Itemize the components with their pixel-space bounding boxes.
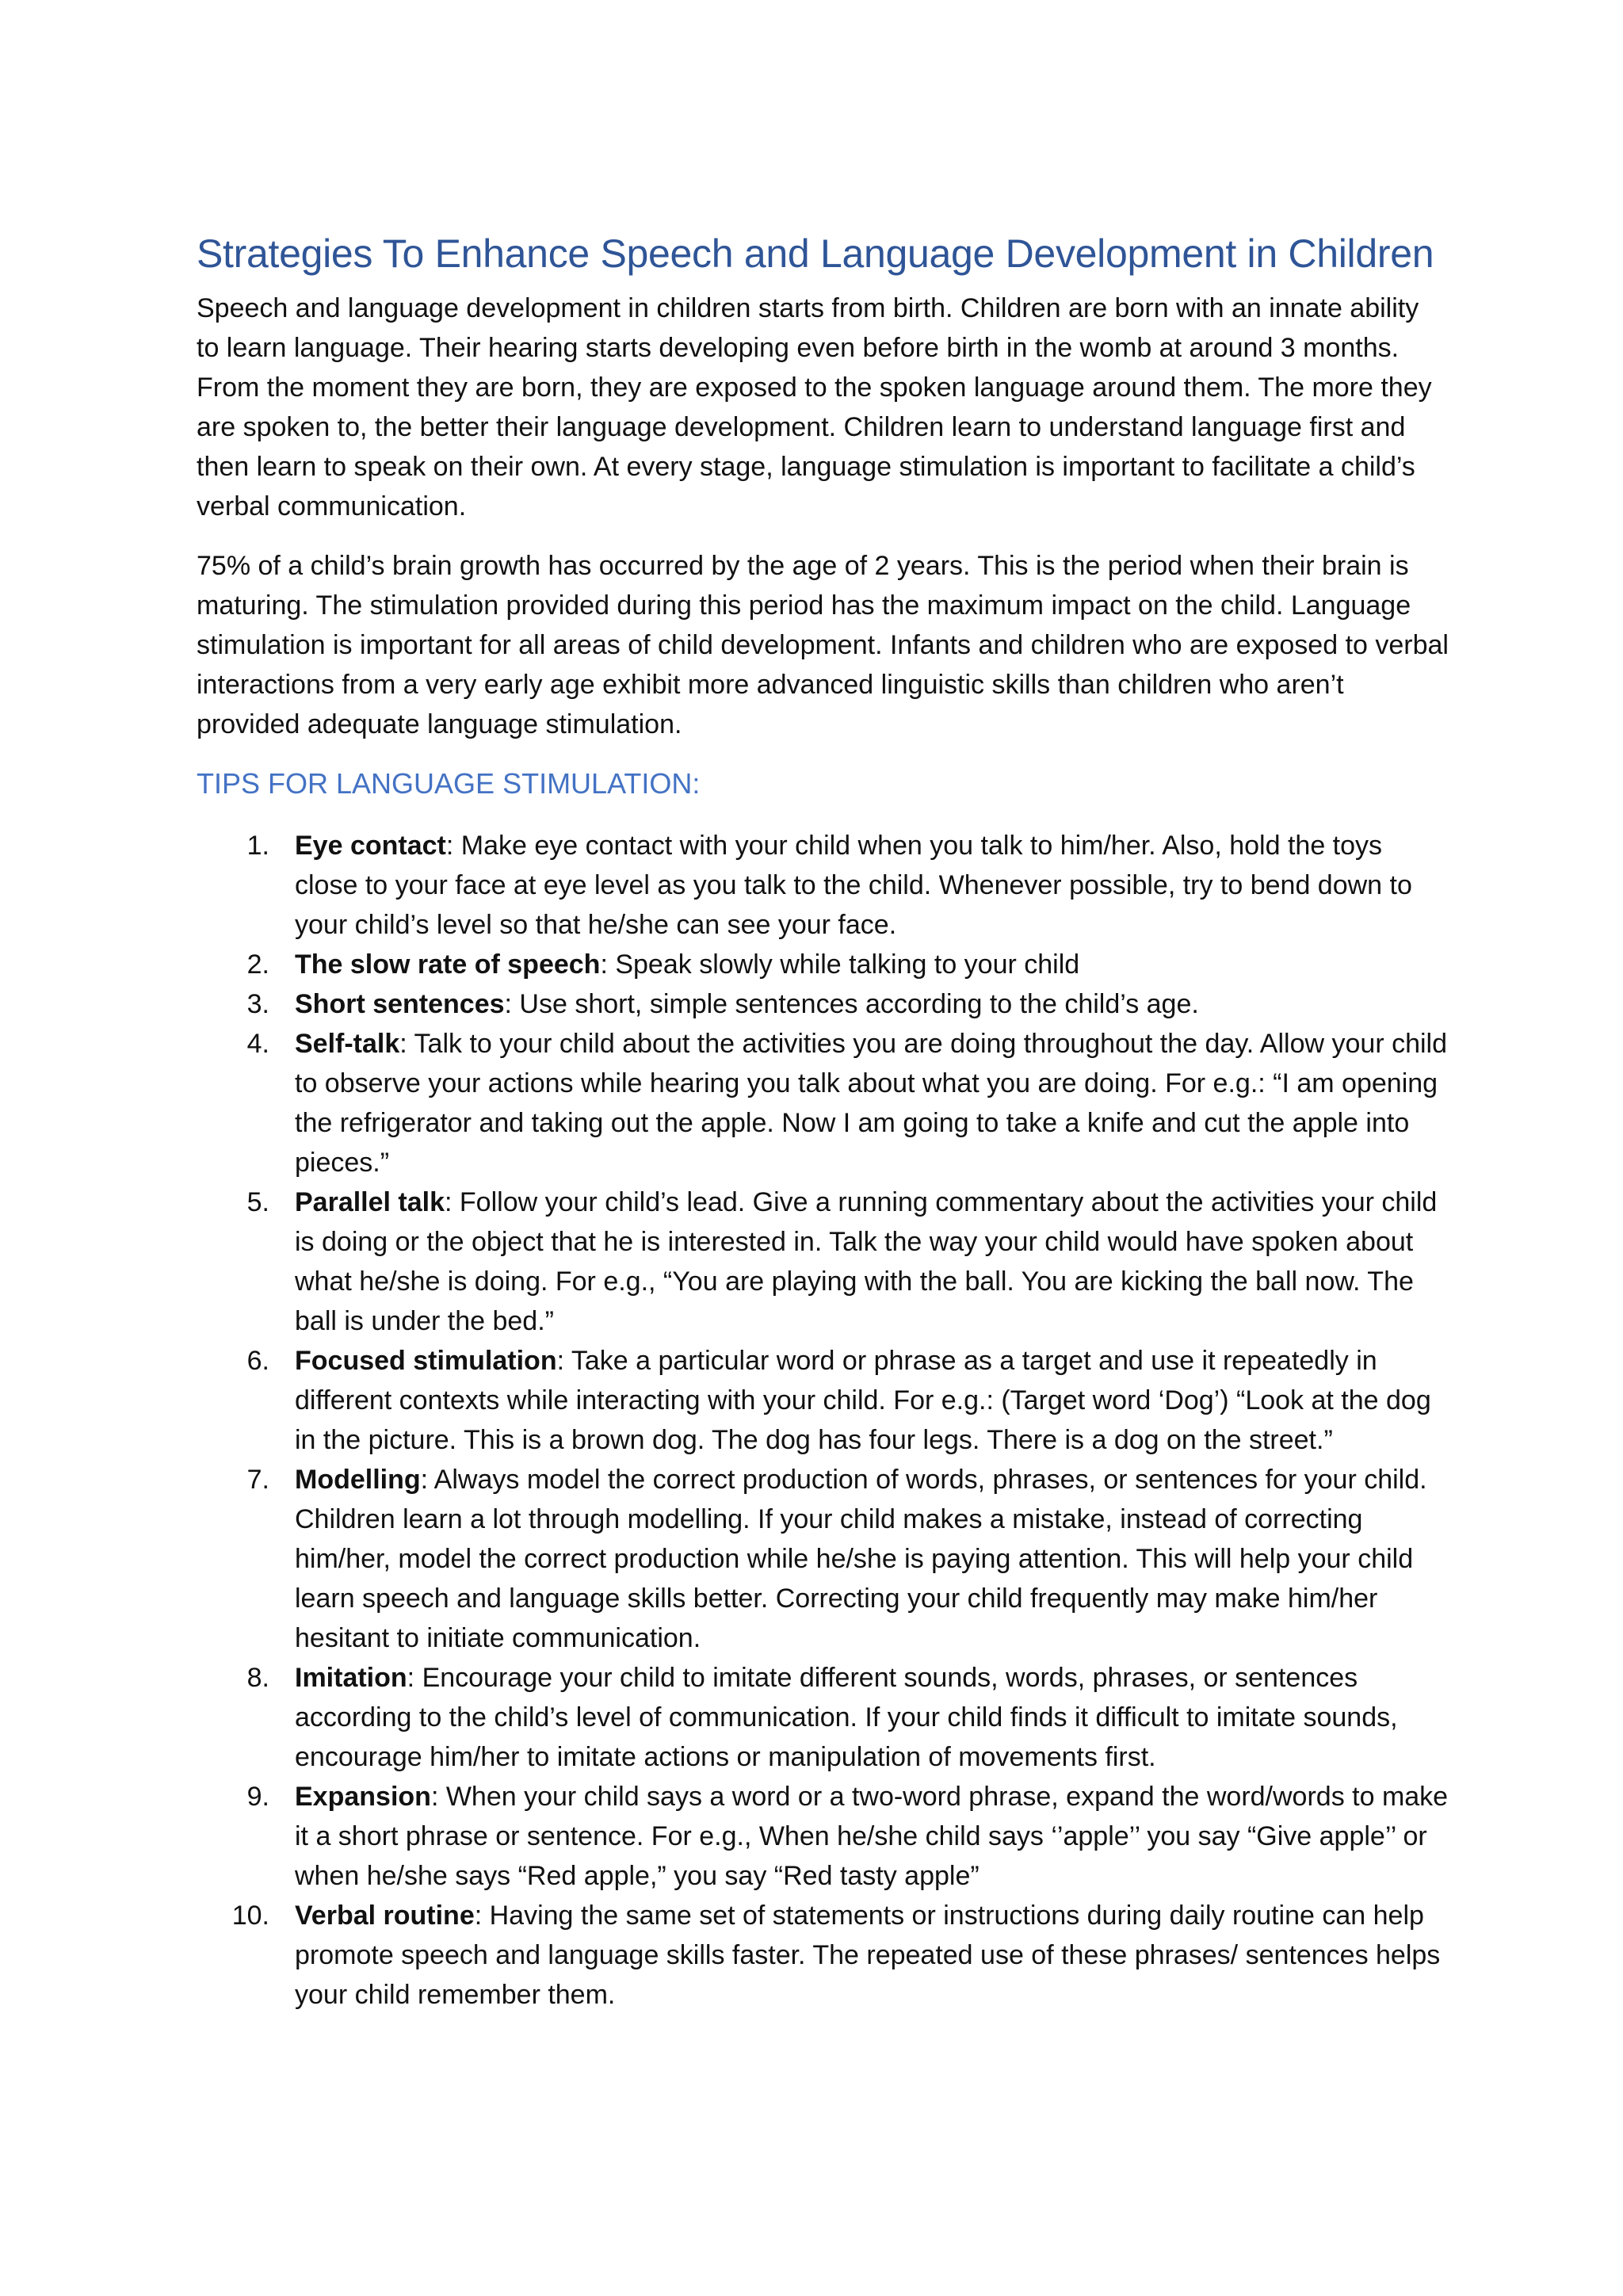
list-item: [197, 1460, 1449, 1658]
list-item: [197, 826, 1449, 945]
list-item-body: [295, 1777, 1449, 1896]
document-title: Strategies To Enhance Speech and Language Development in Children: [197, 231, 1434, 276]
list-item-number: 8.: [246, 1663, 269, 1693]
document-page: [197, 230, 1449, 2015]
list-item-number: 9.: [246, 1782, 269, 1812]
list-item: [197, 1024, 1449, 1182]
list-item-number: 3.: [246, 989, 269, 1019]
list-item-term: Parallel talk: [295, 1187, 445, 1217]
list-item-number: 10.: [231, 1901, 269, 1931]
list-item-term: Short sentences: [295, 989, 505, 1019]
list-item-body: [295, 1341, 1449, 1460]
list-item-term: Verbal routine: [295, 1901, 475, 1931]
list-item-body: [295, 984, 1449, 1024]
list-item-number: 4.: [246, 1029, 269, 1059]
list-item-text: : Encourage your child to imitate different sounds, words, phrases, or sentences according to the child’s level of communication. If your child finds it difficult to imitate sounds, encourage him/her to imitate actions or manipulation of movements first.: [295, 1663, 1398, 1772]
list-item-body: [295, 1658, 1449, 1777]
list-item-text: : Having the same set of statements or instructions during daily routine can help promote speech and language skills faster. The repeated use of these phrases/ sentences helps your child remember them.: [295, 1901, 1441, 2010]
list-item-term: Focused stimulation: [295, 1346, 557, 1376]
list-item-text: : When your child says a word or a two-word phrase, expand the word/words to make it a short phrase or sentence. For e.g., When he/she child says ‘’apple’’ you say “Give apple’’ or when he/she says “Red apple,” you say “Red tasty apple”: [295, 1782, 1449, 1891]
list-item-number: 7.: [246, 1465, 269, 1495]
list-item: [197, 1182, 1449, 1341]
list-item-text: : Make eye contact with your child when you talk to him/her. Also, hold the toys close to your face at eye level as you talk to the child. Whenever possible, try to bend down to your child’s level so that he/she can see your face.: [295, 831, 1412, 940]
list-item-text: : Follow your child’s lead. Give a running commentary about the activities your child is doing or the object that he is interested in. Talk the way your child would have spoken about what he/she is doing. For e.g., “You are playing with the ball. You are kicking the ball now. The ball is under the bed.”: [295, 1187, 1438, 1336]
list-item-text: : Always model the correct production of words, phrases, or sentences for your child. Children learn a lot through modelling. If your child makes a mistake, instead of correcting him/her, model the correct production while he/she is paying attention. This will help your child learn speech and language skills better. Correcting your child frequently may make him/her hesitant to initiate communication.: [295, 1465, 1427, 1653]
list-item-body: [295, 1896, 1449, 2015]
list-item-term: Expansion: [295, 1782, 431, 1812]
list-item-text: : Talk to your child about the activities you are doing throughout the day. Allow your child to observe your actions while hearing you talk about what you are doing. For e.g.: “I am opening the refrigerator and taking out the apple. Now I am going to take a knife and cut the apple into pieces.”: [295, 1029, 1448, 1178]
list-item: [197, 984, 1449, 1024]
tips-list: [197, 826, 1449, 2015]
list-item-number: 2.: [246, 949, 269, 980]
list-item: [197, 1777, 1449, 1896]
list-item-body: [295, 1182, 1449, 1341]
list-item-number: 6.: [246, 1346, 269, 1376]
list-item-body: [295, 826, 1449, 945]
list-item-text: : Speak slowly while talking to your child: [600, 949, 1080, 980]
list-item: [197, 945, 1449, 984]
list-item-number: 5.: [246, 1187, 269, 1217]
list-item-term: Imitation: [295, 1663, 407, 1693]
list-item: [197, 1896, 1449, 2015]
list-item-text: : Use short, simple sentences according to the child’s age.: [504, 989, 1199, 1019]
list-item-text: : Take a particular word or phrase as a target and use it repeatedly in different contexts while interacting with your child. For e.g.: (Target word ‘Dog’) “Look at the dog in the picture. This is a brown dog. The dog has four legs. There is a dog on the street.”: [295, 1346, 1431, 1455]
intro-paragraph: Speech and language development in children starts from birth. Children are born with an innate ability to learn language. Their hearing starts developing even before birth in the womb at around 3 months. From the moment they are born, they are exposed to the spoken language around them. The more they are spoken to, the better their language development. Children learn to understand language first and then learn to speak on their own. At every stage, language stimulation is important to facilitate a child’s verbal communication.: [197, 293, 1432, 521]
list-item-body: [295, 945, 1449, 984]
list-item-term: Eye contact: [295, 831, 446, 861]
list-item-term: Self-talk: [295, 1029, 400, 1059]
list-item-body: [295, 1460, 1449, 1658]
brain-growth-paragraph: 75% of a child’s brain growth has occurred by the age of 2 years. This is the period when their brain is maturing. The stimulation provided during this period has the maximum impact on the child. Language stimulation is important for all areas of child development. Infants and children who are exposed to verbal interactions from a very early age exhibit more advanced linguistic skills than children who aren’t provided adequate language stimulation.: [197, 551, 1449, 739]
list-item-term: The slow rate of speech: [295, 949, 601, 980]
list-item: [197, 1658, 1449, 1777]
tips-heading: TIPS FOR LANGUAGE STIMULATION:: [197, 767, 701, 800]
list-item-number: 1.: [246, 831, 269, 861]
list-item: [197, 1341, 1449, 1460]
list-item-term: Modelling: [295, 1465, 421, 1495]
list-item-body: [295, 1024, 1449, 1182]
